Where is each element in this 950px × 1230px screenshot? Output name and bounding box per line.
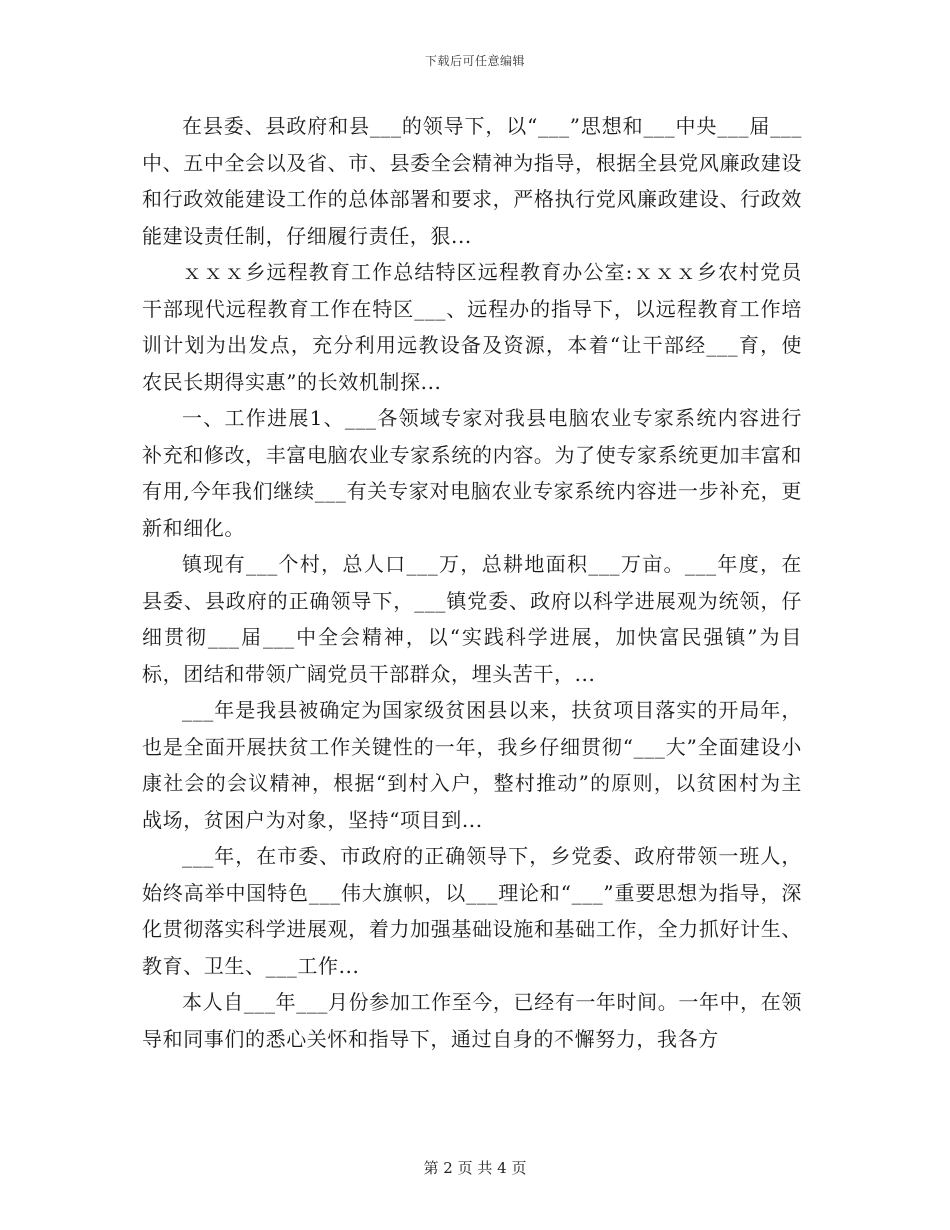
- paragraph-expert-system: 一、工作进展1、___各领域专家对我县电脑农业专家系统内容进行补充和修改，丰富电脑农业专家系统的内容。为了使专家系统更加丰富和有用,今年我们继续___有关专家对电脑农业专家系统内容进一步补充，更新和细化。: [142, 406, 802, 540]
- paragraph-party-governance: 在县委、县政府和县___的领导下，以“___”思想和___中央___届___中、五中全会以及省、市、县委全会精神为指导，根据全县党风廉政建设和行政效能建设工作的总体部署和要求，严格执行党风廉政建设、行政效能建设责任制，仔细履行责任，狠...: [142, 114, 802, 248]
- paragraph-remote-education: ｘｘｘ乡远程教育工作总结特区远程教育办公室:ｘｘｘ乡农村党员干部现代远程教育工作在特区___、远程办的指导下，以远程教育工作培训计划为出发点，充分利用远教设备及资源，本着“让干部经___育，使农民长期得实惠”的长效机制探...: [142, 260, 802, 394]
- paragraph-personal-summary: 本人自___年___月份参加工作至今，已经有一年时间。一年中，在领导和同事们的悉心关怀和指导下，通过自身的不懈努力，我各方: [142, 990, 802, 1051]
- paragraph-township-work: ___年，在市委、市政府的正确领导下，乡党委、政府带领一班人，始终高举中国特色___伟大旗帜，以___理论和“___”重要思想为指导，深化贯彻落实科学进展观，着力加强基础设施和基础工作，全力抓好计生、教育、卫生、___工作...: [142, 844, 802, 978]
- paragraph-town-overview: 镇现有___个村，总人口___万，总耕地面积___万亩。___年度，在县委、县政府的正确领导下，___镇党委、政府以科学进展观为统领，仔细贯彻___届___中全会精神，以“实践科学进展，加快富民强镇”为目标，团结和带领广阔党员干部群众，埋头苦干，...: [142, 552, 802, 686]
- page-number: 第 2 页 共 4 页: [423, 1159, 527, 1177]
- document-body: [142, 108, 802, 1057]
- page-header: 下载后可任意编辑: [424, 54, 525, 68]
- paragraph-poverty-alleviation: ___年是我县被确定为国家级贫困县以来，扶贫项目落实的开局年，也是全面开展扶贫工作关键性的一年，我乡仔细贯彻“___大”全面建设小康社会的会议精神，根据“到村入户，整村推动”的原则，以贫困村为主战场，贫困户为对象，坚持“项目到...: [142, 698, 802, 832]
